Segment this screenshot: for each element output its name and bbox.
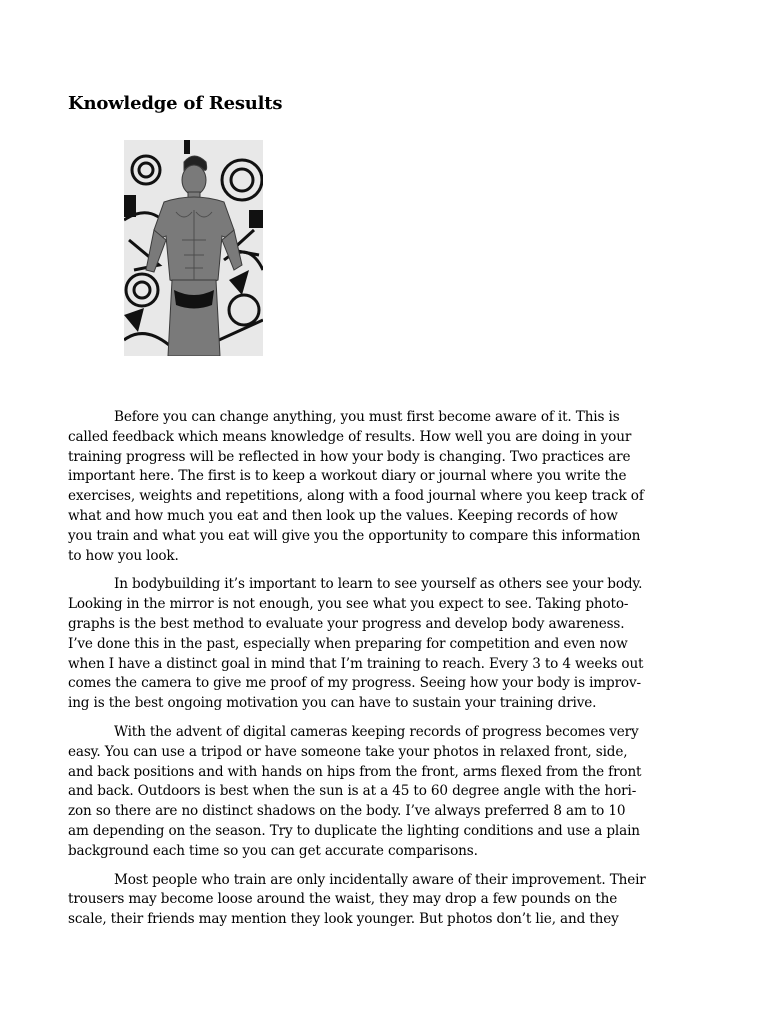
text-line: Most people who train are only incidentally aware of their improvement. Their [114,871,646,888]
text-line: what and how much you eat and then look up the values. Keeping records of how [68,507,618,524]
text-line: I’ve done this in the past, especially when preparing for competition and even now [68,635,628,652]
text-line: to how you look. [68,547,179,564]
text-line: you train and what you eat will give you the opportunity to compare this information [68,527,641,544]
text-line: easy. You can use a tripod or have someone take your photos in relaxed front, side, [68,743,628,760]
text-line: graphs is the best method to evaluate your progress and develop body awareness. [68,615,625,632]
bodybuilder-photo-icon [124,140,263,356]
text-line: scale, their friends may mention they look younger. But photos don’t lie, and they [68,911,619,928]
text-line: background each time so you can get accurate comparisons. [68,842,478,859]
text-line: called feedback which means knowledge of results. How well you are doing in your [68,428,632,445]
article-body [68,408,700,939]
paragraph-3 [68,723,700,862]
text-line: trousers may become loose around the waist, they may drop a few pounds on the [68,891,618,908]
text-line: and back positions and with hands on hips from the front, arms flexed from the front [68,763,642,780]
text-line: important here. The first is to keep a workout diary or journal where you write the [68,468,627,485]
page-title: Knowledge of Results [68,93,283,114]
text-line: zon so there are no distinct shadows on the body. I’ve always preferred 8 am to 10 [68,803,626,820]
paragraph-4 [68,871,700,930]
text-line: Before you can change anything, you must first become aware of it. This is [114,409,620,425]
text-line: ing is the best ongoing motivation you can have to sustain your training drive. [68,695,597,712]
text-line: when I have a distinct goal in mind that I’m training to reach. Every 3 to 4 weeks out [68,655,644,672]
text-line: am depending on the season. Try to duplicate the lighting conditions and use a plain [68,822,640,839]
paragraph-1 [68,408,700,566]
paragraph-2 [68,575,700,714]
text-line: With the advent of digital cameras keeping records of progress becomes very [114,723,639,740]
text-line: comes the camera to give me proof of my progress. Seeing how your body is improv- [68,675,641,692]
text-line: Looking in the mirror is not enough, you see what you expect to see. Taking photo- [68,596,629,613]
text-line: exercises, weights and repetitions, along with a food journal where you keep track of [68,488,644,505]
text-line: and back. Outdoors is best when the sun is at a 45 to 60 degree angle with the hori- [68,783,637,800]
text-line: training progress will be reflected in how your body is changing. Two practices are [68,448,631,465]
text-line: In bodybuilding it’s important to learn to see yourself as others see your body. [114,576,643,593]
